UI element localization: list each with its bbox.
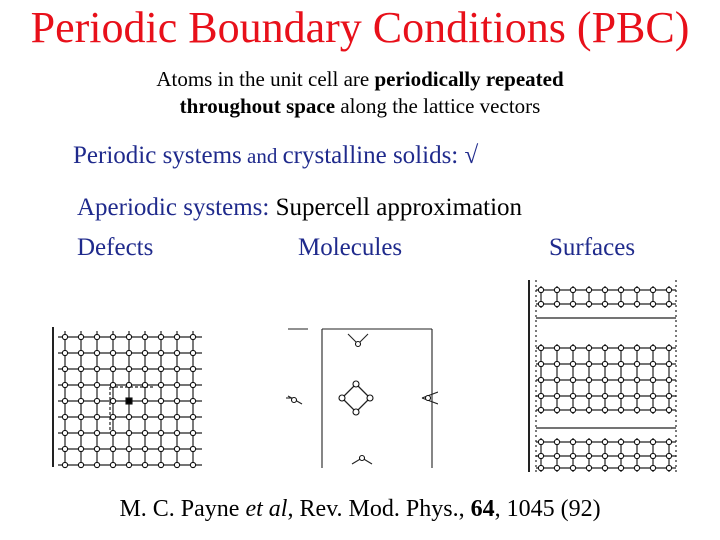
lattice-atom [158, 462, 163, 467]
lattice-atom [634, 345, 639, 350]
lattice-atom [174, 366, 179, 371]
lattice-atom [618, 439, 623, 444]
defect-site [126, 398, 132, 404]
lattice-atom [94, 350, 99, 355]
lattice-atom [586, 345, 591, 350]
lattice-atom [650, 407, 655, 412]
defects-diagram [50, 325, 210, 470]
category-surfaces: Surfaces [549, 234, 636, 261]
citation-volume: 64 [470, 496, 495, 522]
lattice-atom [62, 350, 67, 355]
lattice-atom [570, 301, 575, 306]
lattice-atom [602, 361, 607, 366]
lattice-atom [586, 453, 591, 458]
lattice-atom [126, 350, 131, 355]
lattice-atom [618, 377, 623, 382]
lattice-atom [650, 393, 655, 398]
lattice-atom [538, 301, 543, 306]
lattice-atom [586, 287, 591, 292]
lattice-atom [650, 301, 655, 306]
lattice-atom [62, 446, 67, 451]
lattice-atom [78, 414, 83, 419]
periodic-systems-text: Periodic systems [73, 142, 242, 169]
lattice-atom [602, 345, 607, 350]
lattice-atom [602, 407, 607, 412]
lattice-atom [554, 465, 559, 470]
lattice-atom [158, 382, 163, 387]
lattice-atom [78, 366, 83, 371]
lattice-atom [666, 439, 671, 444]
lattice-atom [190, 350, 195, 355]
supercell-approximation: Supercell approximation [275, 194, 523, 221]
lattice-atom [602, 465, 607, 470]
category-molecules: Molecules [298, 234, 403, 261]
lattice-atom [158, 366, 163, 371]
lattice-atom [554, 453, 559, 458]
lattice-atom [538, 361, 543, 366]
lattice-atom [586, 439, 591, 444]
lattice-atom [570, 377, 575, 382]
lattice-atom [618, 287, 623, 292]
lattice-atom [586, 407, 591, 412]
lattice-atom [538, 439, 543, 444]
intro-part1: Atoms in the unit cell are [156, 67, 375, 91]
lattice-atom [94, 334, 99, 339]
lattice-atom [142, 366, 147, 371]
lattice-atom [174, 398, 179, 403]
and-text: and [241, 144, 283, 168]
lattice-atom [538, 465, 543, 470]
lattice-atom [650, 361, 655, 366]
lattice-atom [538, 377, 543, 382]
lattice-atom [174, 334, 179, 339]
lattice-atom [158, 334, 163, 339]
lattice-atom [174, 414, 179, 419]
periodic-systems-line [73, 142, 478, 170]
lattice-atom [94, 366, 99, 371]
lattice-atom [554, 287, 559, 292]
lattice-atom [538, 345, 543, 350]
lattice-atom [650, 465, 655, 470]
lattice-atom [110, 366, 115, 371]
citation-journal: , Rev. Mod. Phys., [287, 496, 471, 522]
lattice-atom [634, 465, 639, 470]
lattice-atom [78, 350, 83, 355]
lattice-atom [190, 430, 195, 435]
lattice-atom [174, 462, 179, 467]
lattice-atom [666, 407, 671, 412]
surfaces-diagram [526, 278, 686, 474]
aperiodic-label: Aperiodic systems: [77, 194, 276, 221]
lattice-atom [62, 462, 67, 467]
lattice-atom [62, 382, 67, 387]
crystalline-solids-text: crystalline solids: [282, 142, 465, 169]
lattice-atom [110, 430, 115, 435]
lattice-atom [650, 287, 655, 292]
slide-title: Periodic Boundary Conditions (PBC) [30, 3, 690, 52]
lattice-atom [554, 345, 559, 350]
lattice-atom [158, 398, 163, 403]
lattice-atom [650, 345, 655, 350]
lattice-atom [158, 446, 163, 451]
lattice-atom [126, 462, 131, 467]
lattice-atom [126, 366, 131, 371]
lattice-atom [570, 393, 575, 398]
citation-etal: et al [245, 496, 288, 522]
lattice-atom [570, 439, 575, 444]
lattice-atom [158, 350, 163, 355]
lattice-atom [142, 334, 147, 339]
lattice-atom [570, 453, 575, 458]
lattice-atom [78, 382, 83, 387]
lattice-atom [142, 462, 147, 467]
lattice-atom [618, 393, 623, 398]
lattice-atom [190, 382, 195, 387]
lattice-atom [666, 301, 671, 306]
molecules-diagram [286, 326, 438, 468]
lattice-atom [586, 393, 591, 398]
lattice-atom [650, 377, 655, 382]
lattice-atom [62, 398, 67, 403]
lattice-atom [538, 407, 543, 412]
lattice-atom [174, 446, 179, 451]
lattice-atom [78, 446, 83, 451]
lattice-atom [126, 334, 131, 339]
lattice-atom [602, 453, 607, 458]
lattice-atom [554, 361, 559, 366]
lattice-atom [110, 446, 115, 451]
lattice-atom [602, 377, 607, 382]
lattice-atom [142, 414, 147, 419]
citation-author: M. C. Payne [119, 496, 246, 522]
lattice-atom [666, 453, 671, 458]
lattice-atom [618, 453, 623, 458]
lattice-atom [586, 377, 591, 382]
lattice-atom [570, 465, 575, 470]
lattice-atom [666, 393, 671, 398]
lattice-atom [570, 407, 575, 412]
lattice-atom [94, 462, 99, 467]
intro-bold1: periodically repeated [374, 67, 564, 91]
lattice-atom [538, 287, 543, 292]
lattice-atom [94, 446, 99, 451]
lattice-atom [142, 398, 147, 403]
lattice-atom [190, 414, 195, 419]
intro-text [60, 66, 660, 120]
lattice-atom [174, 430, 179, 435]
lattice-atom [634, 407, 639, 412]
lattice-atom [78, 462, 83, 467]
lattice-atom [634, 377, 639, 382]
lattice-atom [538, 393, 543, 398]
lattice-atom [554, 377, 559, 382]
lattice-atom [94, 382, 99, 387]
aperiodic-systems-line [77, 194, 522, 222]
lattice-atom [602, 439, 607, 444]
lattice-atom [618, 407, 623, 412]
lattice-atom [634, 439, 639, 444]
lattice-atom [634, 301, 639, 306]
lattice-atom [570, 287, 575, 292]
lattice-atom [62, 366, 67, 371]
lattice-atom [110, 462, 115, 467]
intro-bold2: throughout space [179, 94, 336, 118]
category-defects: Defects [77, 234, 154, 261]
intro-part2: along the lattice vectors [335, 94, 541, 118]
lattice-atom [190, 446, 195, 451]
lattice-atom [554, 393, 559, 398]
lattice-atom [666, 465, 671, 470]
lattice-atom [174, 382, 179, 387]
lattice-atom [78, 430, 83, 435]
lattice-atom [174, 350, 179, 355]
lattice-atom [94, 430, 99, 435]
lattice-atom [110, 382, 115, 387]
lattice-atom [650, 439, 655, 444]
lattice-atom [618, 465, 623, 470]
lattice-atom [586, 465, 591, 470]
lattice-atom [618, 345, 623, 350]
lattice-atom [554, 301, 559, 306]
lattice-atom [126, 414, 131, 419]
lattice-atom [650, 453, 655, 458]
lattice-atom [158, 430, 163, 435]
lattice-atom [94, 414, 99, 419]
lattice-atom [110, 398, 115, 403]
lattice-atom [78, 334, 83, 339]
citation [0, 496, 720, 523]
lattice-atom [554, 439, 559, 444]
lattice-atom [78, 398, 83, 403]
lattice-atom [618, 301, 623, 306]
lattice-atom [602, 301, 607, 306]
lattice-atom [126, 382, 131, 387]
lattice-atom [142, 446, 147, 451]
lattice-atom [634, 287, 639, 292]
lattice-atom [586, 361, 591, 366]
lattice-atom [62, 414, 67, 419]
lattice-atom [666, 361, 671, 366]
lattice-atom [126, 430, 131, 435]
lattice-atom [142, 382, 147, 387]
lattice-atom [110, 414, 115, 419]
lattice-atom [62, 430, 67, 435]
lattice-atom [126, 446, 131, 451]
lattice-atom [158, 414, 163, 419]
lattice-atom [618, 361, 623, 366]
lattice-atom [554, 407, 559, 412]
citation-rest: , 1045 (92) [494, 496, 601, 522]
lattice-atom [666, 377, 671, 382]
lattice-atom [110, 334, 115, 339]
lattice-atom [142, 430, 147, 435]
lattice-atom [602, 287, 607, 292]
lattice-atom [190, 334, 195, 339]
lattice-atom [666, 345, 671, 350]
lattice-atom [634, 453, 639, 458]
lattice-atom [94, 398, 99, 403]
lattice-atom [190, 398, 195, 403]
lattice-atom [666, 287, 671, 292]
lattice-atom [190, 366, 195, 371]
lattice-atom [570, 361, 575, 366]
check-mark: √ [464, 142, 479, 169]
lattice-atom [602, 393, 607, 398]
lattice-atom [190, 462, 195, 467]
lattice-atom [62, 334, 67, 339]
lattice-atom [570, 345, 575, 350]
lattice-atom [586, 301, 591, 306]
lattice-atom [634, 361, 639, 366]
lattice-atom [538, 453, 543, 458]
lattice-atom [634, 393, 639, 398]
lattice-atom [142, 350, 147, 355]
lattice-atom [110, 350, 115, 355]
